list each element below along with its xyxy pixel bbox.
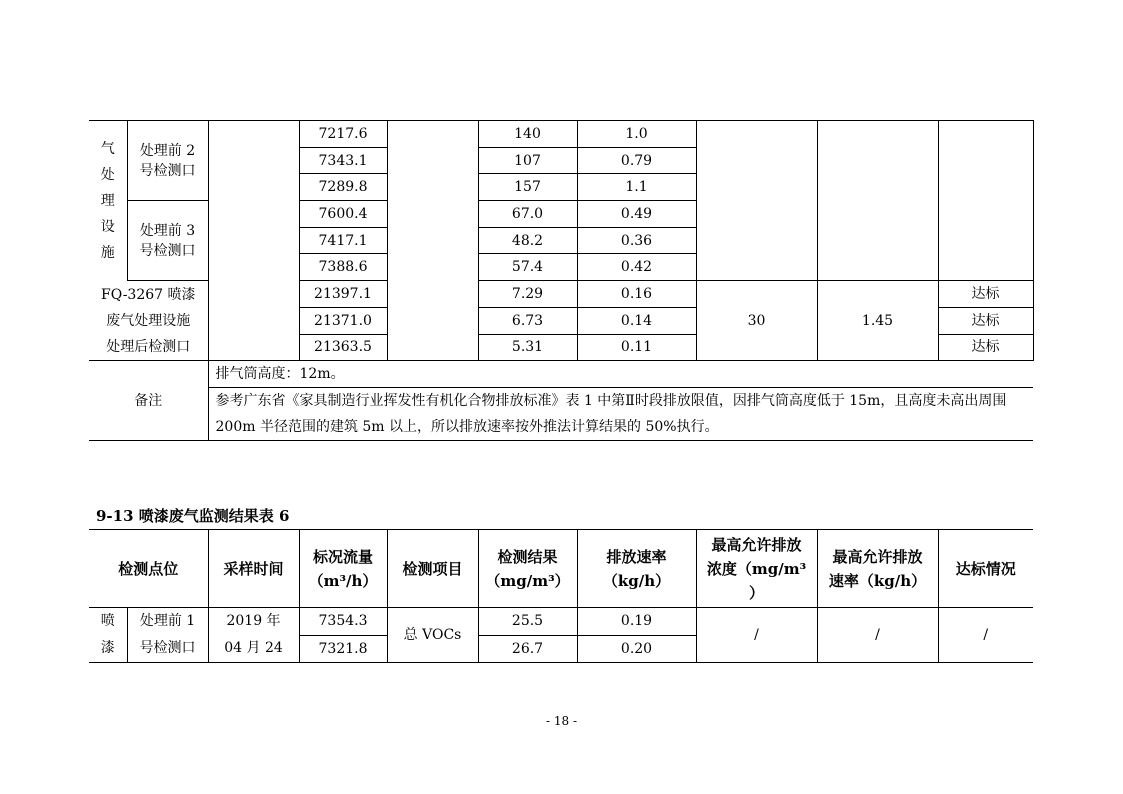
remark-standard: 参考广东省《家具制造行业挥发性有机化合物排放标准》表 1 中第Ⅱ时段排放限值，因排气筒高度低于 15m，且高度未高出周围 200m 半径范围的建筑 5m 以上，所以排放速率按外推法计算结果的 50%执行。: [208, 388, 1033, 441]
status-cell: 达标: [938, 281, 1033, 308]
flow-cell: 7354.3: [299, 608, 387, 636]
page-number: - 18 -: [545, 714, 577, 728]
conc-cell: 67.0: [478, 201, 577, 228]
conc-cell: 7.29: [478, 281, 577, 308]
point-before-1: 处理前 1 号检测口: [127, 608, 208, 663]
monitoring-table-continued: [89, 120, 1034, 441]
conc-cell: 48.2: [478, 227, 577, 254]
rate-cell: 0.20: [577, 635, 696, 663]
point-before-2: 处理前 2 号检测口: [127, 121, 208, 201]
table-title: 9-13 喷漆废气监测结果表 6: [96, 507, 290, 525]
flow-cell: 21363.5: [299, 334, 387, 361]
rate-cell: 1.1: [577, 174, 696, 201]
header-flow: 标况流量 （m³/h）: [299, 530, 387, 608]
point-after: FQ-3267 喷漆 废气处理设施 处理后检测口: [89, 281, 208, 361]
status-cell: 达标: [938, 307, 1033, 334]
limit-rate: 1.45: [817, 281, 938, 361]
header-result: 检测结果 （mg/m³）: [478, 530, 577, 608]
header-item: 检测项目: [387, 530, 478, 608]
max-conc-cell: /: [696, 608, 817, 663]
header-max-conc: 最高允许排放 浓度（mg/m³ ）: [696, 530, 817, 608]
rate-cell: 1.0: [577, 121, 696, 148]
remark-height: 排气筒高度：12m。: [208, 361, 1033, 388]
test-item: 总 VOCs: [387, 608, 478, 663]
result-cell: 25.5: [478, 608, 577, 636]
flow-cell: 21371.0: [299, 307, 387, 334]
conc-cell: 157: [478, 174, 577, 201]
sample-time-cell: [208, 121, 299, 361]
flow-cell: 7388.6: [299, 254, 387, 281]
conc-cell: 57.4: [478, 254, 577, 281]
rate-cell: 0.79: [577, 147, 696, 174]
group-label: 气 处 理 设 施: [89, 121, 127, 281]
max-rate-cell: /: [817, 608, 938, 663]
flow-cell: 7343.1: [299, 147, 387, 174]
conc-cell: 140: [478, 121, 577, 148]
flow-cell: 21397.1: [299, 281, 387, 308]
rate-cell: 0.42: [577, 254, 696, 281]
point-before-3: 处理前 3 号检测口: [127, 201, 208, 281]
flow-cell: 7417.1: [299, 227, 387, 254]
flow-cell: 7289.8: [299, 174, 387, 201]
rate-cell: 0.11: [577, 334, 696, 361]
group-label: 喷 漆: [89, 608, 127, 663]
status-empty: [938, 121, 1033, 281]
limit-conc-empty: [696, 121, 817, 281]
conc-cell: 107: [478, 147, 577, 174]
conc-cell: 5.31: [478, 334, 577, 361]
limit-rate-empty: [817, 121, 938, 281]
flow-cell: 7321.8: [299, 635, 387, 663]
flow-cell: 7600.4: [299, 201, 387, 228]
remark-label: 备注: [89, 361, 208, 441]
result-cell: 26.7: [478, 635, 577, 663]
conc-cell: 6.73: [478, 307, 577, 334]
rate-cell: 0.19: [577, 608, 696, 636]
rate-cell: 0.49: [577, 201, 696, 228]
rate-cell: 0.36: [577, 227, 696, 254]
flow-cell: 7217.6: [299, 121, 387, 148]
item-cell: [387, 121, 478, 361]
limit-conc: 30: [696, 281, 817, 361]
rate-cell: 0.16: [577, 281, 696, 308]
header-max-rate: 最高允许排放 速率（kg/h）: [817, 530, 938, 608]
status-cell: /: [938, 608, 1033, 663]
header-rate: 排放速率 （kg/h）: [577, 530, 696, 608]
status-cell: 达标: [938, 334, 1033, 361]
sample-date: 2019 年 04 月 24: [208, 608, 299, 663]
monitoring-table-6: [89, 529, 1033, 663]
rate-cell: 0.14: [577, 307, 696, 334]
header-time: 采样时间: [208, 530, 299, 608]
header-status: 达标情况: [938, 530, 1033, 608]
header-point: 检测点位: [89, 530, 208, 608]
